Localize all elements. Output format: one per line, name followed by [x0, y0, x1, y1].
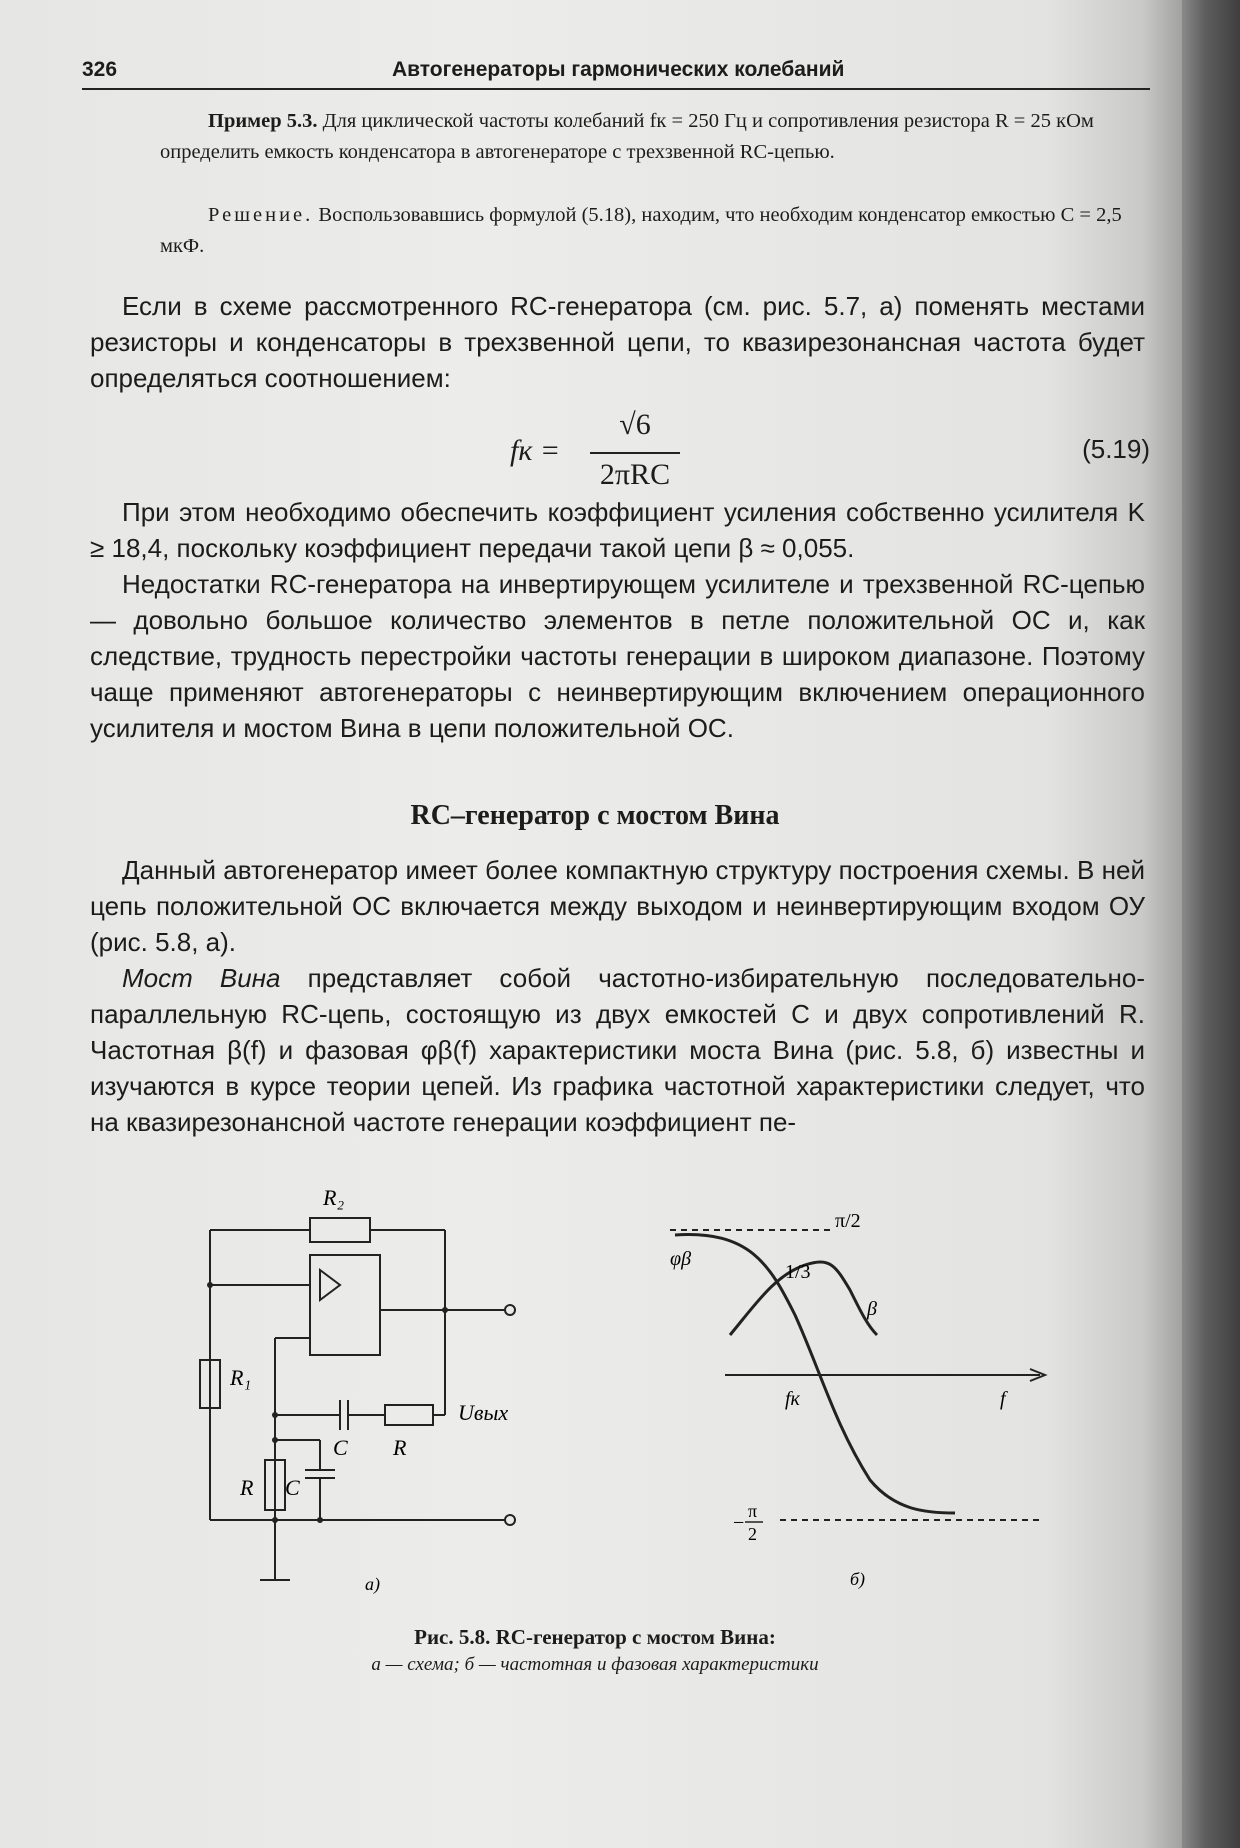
- paragraph-3: [90, 566, 1145, 746]
- label-r-series: R: [393, 1435, 407, 1460]
- chapter-title: Автогенераторы гармонических колебаний: [392, 58, 845, 81]
- formula-numerator: √6: [619, 408, 651, 441]
- book-spine-shadow: [1182, 0, 1240, 1848]
- output-terminal-top: [505, 1305, 515, 1315]
- page-number: 326: [82, 58, 118, 81]
- paragraph-3-text: Недостатки RC-генератора на инвертирующем усилителе и трехзвенной RC-цепью — довольно большое количество элементов в петле положительной ОС и, как следствие, трудность перестройки частоты генерации в широком диапазоне. Поэтому чаще применяют автогенераторы с неинвертирующим включением операционного усилителя и мостом Вина в цепи положительной ОС.: [90, 569, 1145, 743]
- formula-lhs: fк =: [510, 434, 561, 467]
- figure-b-tag: б): [850, 1569, 866, 1589]
- label-one-third: 1/3: [785, 1261, 811, 1283]
- paragraph-1: [90, 288, 1145, 396]
- op-amp-triangle: [320, 1270, 340, 1300]
- fraction-bar: [590, 452, 680, 454]
- paragraph-4-text: Данный автогенератор имеет более компактную структуру построения схемы. В ней цепь положительной ОС включается между выходом и неинвертирующим входом ОУ (рис. 5.8, а).: [90, 855, 1145, 957]
- paragraph-5: [90, 960, 1145, 1140]
- equation-number: (5.19): [1082, 434, 1150, 464]
- label-r2: R₂: [323, 1185, 345, 1210]
- running-header: [82, 58, 1150, 88]
- formula-fraction: [590, 408, 680, 491]
- label-minus-two: 2: [748, 1524, 757, 1544]
- paragraph-2-text: При этом необходимо обеспечить коэффициент усиления собственно усилителя K ≥ 18,4, поскольку коэффициент передачи такой цепи β ≈ 0,055.: [90, 497, 1145, 563]
- solution-block: [160, 200, 1145, 262]
- label-pi-half: π/2: [835, 1210, 861, 1232]
- figure-caption-subtitle: а — схема; б — частотная и фазовая характеристики: [371, 1654, 819, 1675]
- wien-bridge-term: Мост Вина: [122, 963, 281, 993]
- formula-denominator: 2πRC: [599, 458, 671, 491]
- label-f-k: fк: [785, 1388, 800, 1410]
- label-c-shunt: C: [285, 1475, 300, 1500]
- label-minus-sign: −: [733, 1512, 745, 1534]
- label-phi-beta: φβ: [670, 1248, 692, 1270]
- label-beta: β: [867, 1298, 877, 1320]
- figure-caption-title: Рис. 5.8. RC-генератор с мостом Вина:: [414, 1625, 776, 1649]
- wien-bridge-characteristics: [655, 1195, 1055, 1595]
- r-series-resistor: [385, 1405, 433, 1425]
- output-terminal-bottom: [505, 1515, 515, 1525]
- example-block: [160, 106, 1145, 168]
- wien-oscillator-schematic: [190, 1170, 530, 1600]
- label-minus-pi: π: [748, 1501, 758, 1521]
- solution-label: Решение.: [208, 204, 314, 226]
- paragraph-1-text: Если в схеме рассмотренного RC-генератора (см. рис. 5.7, а) поменять местами резисторы и конденсаторы в трехзвенной цепи, то квазирезонансная частота будет определяться соотношением:: [90, 291, 1145, 393]
- paragraph-4: [90, 852, 1145, 960]
- phase-curve: [675, 1235, 955, 1513]
- figure-a-tag: а): [365, 1574, 380, 1594]
- formula-5-19: [510, 408, 1150, 498]
- label-r1: R₁: [230, 1365, 252, 1390]
- header-rule: [82, 88, 1150, 90]
- example-text: Для циклической частоты колебаний fк = 250 Гц и сопротивления резистора R = 25 кОм определить емкость конденсатора в автогенераторе с трехзвенной RC-цепью.: [160, 110, 1094, 163]
- solution-text: Воспользовавшись формулой (5.18), находим, что необходим конденсатор емкостью C = 2,5 мкФ.: [160, 204, 1122, 257]
- label-u-out: Uвых: [458, 1400, 509, 1425]
- section-title: RC–генератор с мостом Вина: [410, 800, 780, 831]
- example-label: Пример 5.3.: [208, 110, 318, 132]
- r2-resistor: [310, 1218, 370, 1242]
- paragraph-5-text: Мост Вина представляет собой частотно-избирательную последовательно-параллельную RC-цепь, состоящую из двух емкостей C и двух сопротивлений R. Частотная β(f) и фазовая φβ(f) характеристики моста Вина (рис. 5.8, б) известны и изучаются в курсе теории цепей. Из графика частотной характеристики следует, что на квазирезонансной частоте генерации коэффициент пе-: [90, 963, 1145, 1137]
- paragraph-2: [90, 494, 1145, 566]
- label-c-series: C: [333, 1435, 348, 1460]
- label-r-shunt: R: [240, 1475, 254, 1500]
- label-f: f: [1000, 1388, 1006, 1410]
